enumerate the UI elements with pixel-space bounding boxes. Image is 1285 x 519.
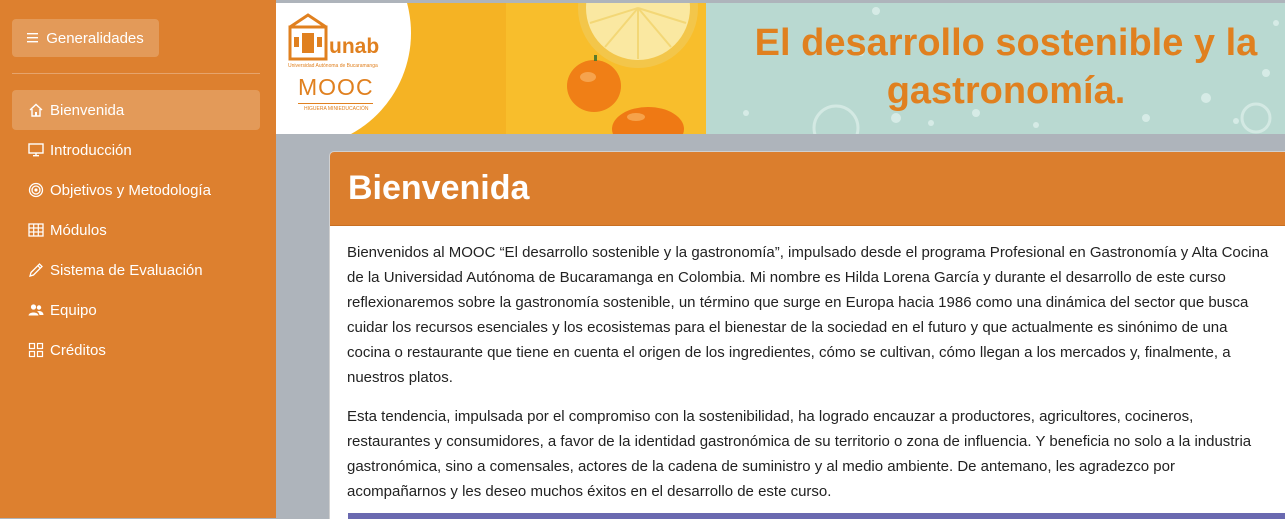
sidebar-item-label: Sistema de Evaluación (50, 261, 203, 279)
sidebar-item-label: Introducción (50, 141, 132, 159)
unab-logo-subtitle: Universidad Autónoma de Bucaramanga (288, 63, 378, 69)
sidebar-item-introduccion[interactable] (12, 130, 260, 170)
sidebar (0, 0, 276, 518)
users-icon (27, 301, 45, 319)
unab-building-icon (288, 13, 330, 61)
home-icon (27, 101, 45, 119)
unab-mooc-logo (288, 13, 406, 125)
sidebar-item-label: Créditos (50, 341, 106, 359)
content-card (329, 151, 1285, 519)
course-banner (276, 3, 1285, 134)
banner-title-line2: gastronomía. (886, 70, 1126, 112)
sidebar-item-creditos[interactable] (12, 330, 260, 370)
grid-icon (27, 341, 45, 359)
mooc-underline (298, 103, 373, 104)
hamburger-icon (27, 30, 39, 47)
sidebar-item-label: Objetivos y Metodología (50, 181, 211, 199)
sidebar-item-label: Módulos (50, 221, 107, 239)
generalidades-menu-button[interactable] (12, 19, 159, 57)
target-icon (27, 181, 45, 199)
banner-title-line1: El desarrollo sostenible y la (754, 22, 1258, 64)
sidebar-item-modulos[interactable] (12, 210, 260, 250)
unab-logo-text: unab (329, 35, 380, 58)
mooc-label: MOOC (298, 74, 374, 100)
table-icon (27, 221, 45, 239)
monitor-icon (27, 141, 45, 159)
pencil-icon (27, 261, 45, 279)
media-block-top-edge (348, 513, 1285, 519)
sidebar-divider (12, 73, 260, 74)
mooc-subtitle: HIGUERA MINIEDUCACIÓN (304, 106, 369, 112)
sidebar-item-label: Bienvenida (50, 101, 125, 119)
card-header (330, 152, 1285, 226)
page-title: Bienvenida (348, 169, 530, 207)
sidebar-item-objetivos[interactable] (12, 170, 260, 210)
generalidades-label: Generalidades (46, 29, 144, 47)
sidebar-item-equipo[interactable] (12, 290, 260, 330)
intro-paragraph: Bienvenidos al MOOC “El desarrollo sostenible y la gastronomía”, impulsado desde el programa Profesional en Gastronomía y Alta Cocina de la Universidad Autónoma de Bucaramanga en Colombia. Mi nombre es Hilda Lorena García y durante el desarrollo de este curso reflexionaremos sobre la gastronomía sostenible, un término que surge en Europa hacia 1986 como una dinámica del sector que busca cuidar los recursos esenciales y los ecosistemas para el bienestar de la sociedad en el futuro y que actualmente es sinónimo de una cocina o restaurante que tiene en cuenta el origen de los ingredientes, cómo se cultivan, cómo llegan a los mercados y, finalmente, a nuestros platos. (347, 244, 1269, 386)
sidebar-item-bienvenida[interactable] (12, 90, 260, 130)
banner-title (716, 19, 1285, 115)
card-body (330, 226, 1285, 504)
sidebar-item-evaluacion[interactable] (12, 250, 260, 290)
sidebar-item-label: Equipo (50, 301, 97, 319)
trend-paragraph: Esta tendencia, impulsada por el compromiso con la sostenibilidad, ha logrado encauzar a productores, agricultores, cocineros, restaurantes y consumidores, a favor de la identidad gastronómica de su territorio o zona de influencia. Y beneficia no solo a la industria gastronómica, sino a comensales, actores de la cadena de suministro y al medio ambiente. De antemano, les agradezco por acompañarnos y les deseo muchos éxitos en el desarrollo de este curso. (347, 408, 1252, 500)
